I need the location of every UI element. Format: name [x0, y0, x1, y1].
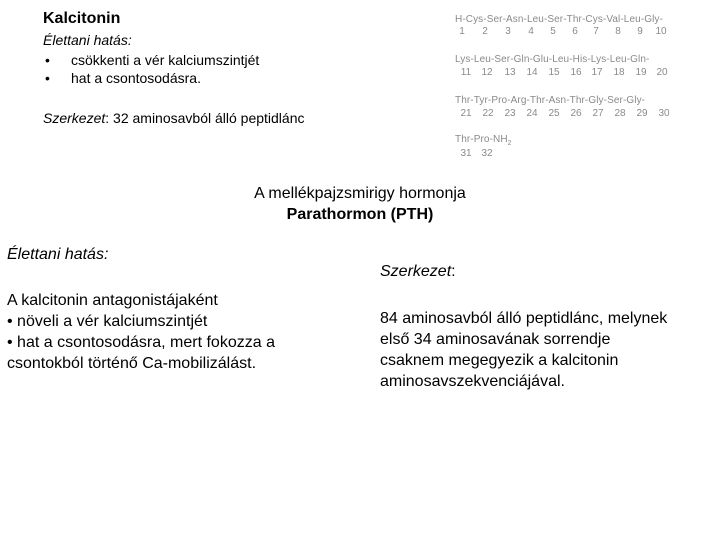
- pth-structure-label-text: Szerkezet: [380, 263, 452, 280]
- calcitonin-title: Kalcitonin: [43, 10, 121, 27]
- pth-structure-line: 84 aminosavból álló peptidlánc, melynek: [380, 310, 668, 327]
- sequence-number: 31: [460, 148, 472, 159]
- pth-effect-body: [7, 290, 337, 374]
- pth-structure-line: első 34 aminosavának sorrendje: [380, 331, 611, 348]
- sequence-residues: H-Cys-Ser-Asn-Leu-Ser-Thr-Cys-Val-Leu-Gly-: [455, 14, 663, 25]
- bullet-dot: •: [45, 70, 50, 86]
- pth-structure-label: [380, 263, 456, 281]
- sequence-residues-text: Thr-Pro-NH: [455, 134, 508, 145]
- sequence-number: 17: [591, 67, 603, 78]
- calcitonin-bullet-text: csökkenti a vér kalciumszintjét: [71, 52, 260, 68]
- sequence-number: 12: [481, 67, 493, 78]
- calcitonin-bullet-text: hat a csontosodásra.: [71, 70, 201, 86]
- sequence-number: 23: [504, 108, 516, 119]
- sequence-residues: Thr-Tyr-Pro-Arg-Thr-Asn-Thr-Gly-Ser-Gly-: [455, 95, 646, 106]
- pth-structure-body: [380, 308, 715, 392]
- pth-structure-line: csaknem megegyezik a kalcitonin: [380, 352, 619, 369]
- pth-effect-line: • hat a csontosodásra, mert fokozza a: [7, 334, 275, 351]
- sequence-number: 1: [459, 26, 465, 37]
- sequence-number: 26: [570, 108, 582, 119]
- sequence-number: 30: [658, 108, 670, 119]
- sequence-number: 6: [572, 26, 578, 37]
- sequence-number: 29: [636, 108, 648, 119]
- bullet-dot: •: [45, 52, 50, 68]
- pth-header: [0, 183, 720, 225]
- sequence-number: 13: [504, 67, 516, 78]
- calcitonin-effect-label: Élettani hatás:: [43, 32, 132, 48]
- sequence-number: 28: [614, 108, 626, 119]
- sequence-numbers: [455, 67, 680, 79]
- sequence-number: 18: [613, 67, 625, 78]
- sequence-number: 4: [528, 26, 534, 37]
- pth-effect-line: • növeli a vér kalciumszintjét: [7, 313, 208, 330]
- sequence-number: 2: [482, 26, 488, 37]
- sequence-subscript: 2: [507, 140, 512, 147]
- sequence-number: 32: [481, 148, 493, 159]
- sequence-number: 7: [593, 26, 599, 37]
- pth-effect-line: csontokból történő Ca-mobilizálást.: [7, 355, 257, 372]
- sequence-number: 19: [635, 67, 647, 78]
- sequence-residues: Lys-Leu-Ser-Gln-Glu-Leu-His-Lys-Leu-Gln-: [455, 54, 650, 65]
- pth-structure-colon: :: [451, 263, 456, 280]
- calcitonin-structure: [43, 110, 305, 126]
- sequence-number: 9: [637, 26, 643, 37]
- calcitonin-sequence-figure: [455, 14, 680, 164]
- sequence-number: 14: [526, 67, 538, 78]
- pth-header-subtitle: A mellékpajzsmirigy hormonja: [254, 185, 466, 202]
- sequence-number: 11: [460, 67, 472, 78]
- sequence-numbers: [455, 108, 680, 120]
- calcitonin-structure-label: Szerkezet: [43, 110, 106, 126]
- sequence-number: 16: [570, 67, 582, 78]
- sequence-number: 8: [615, 26, 621, 37]
- sequence-number: 24: [526, 108, 538, 119]
- pth-effect-label: Élettani hatás:: [7, 246, 109, 263]
- sequence-numbers: [455, 26, 680, 38]
- sequence-number: 27: [592, 108, 604, 119]
- sequence-number: 15: [548, 67, 560, 78]
- sequence-number: 5: [550, 26, 556, 37]
- sequence-numbers: [455, 148, 680, 160]
- sequence-number: 21: [460, 108, 472, 119]
- sequence-number: 10: [655, 26, 667, 37]
- sequence-number: 22: [482, 108, 494, 119]
- calcitonin-structure-text: : 32 aminosavból álló peptidlánc: [105, 110, 305, 126]
- sequence-number: 25: [548, 108, 560, 119]
- pth-header-title: Parathormon (PTH): [286, 206, 434, 223]
- sequence-number: 3: [505, 26, 511, 37]
- sequence-residues: [455, 134, 512, 147]
- pth-structure-line: aminosavszekvenciájával.: [380, 373, 565, 390]
- sequence-number: 20: [656, 67, 668, 78]
- pth-effect-line: A kalcitonin antagonistájaként: [7, 292, 218, 309]
